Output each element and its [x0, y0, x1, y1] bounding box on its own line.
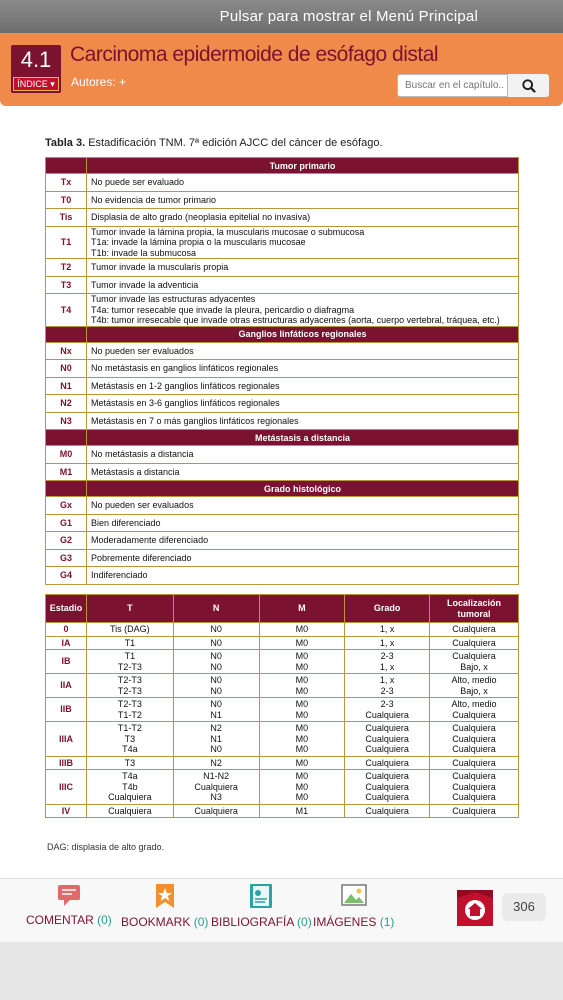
cell-m: [259, 756, 345, 770]
description-line: T4a: tumor resecable que invade la pleura, pericardio o diafragma: [91, 304, 355, 315]
table-caption: [45, 137, 383, 149]
section-title: Metástasis a distancia: [87, 430, 519, 446]
staging-header-row: [46, 595, 519, 623]
cell-line: N0: [210, 699, 222, 709]
cell-line: T1: [124, 637, 136, 648]
cell-line: Cualquiera: [365, 733, 409, 744]
row-code: T0: [46, 191, 87, 209]
cell-line: T2-T3: [117, 699, 142, 709]
row-code: G2: [46, 532, 87, 550]
main-menu-hint[interactable]: [0, 0, 563, 33]
cell-line: N1-N2: [203, 771, 230, 781]
cell-line: M0: [295, 637, 309, 648]
cell-n: [173, 804, 259, 818]
row-description: [87, 412, 519, 430]
table-row: [46, 463, 519, 481]
cell-line: Cualquiera: [452, 781, 496, 792]
bookmark-label: BOOKMARK: [121, 915, 191, 929]
cell-line: M0: [295, 685, 309, 696]
imagenes-button[interactable]: [313, 883, 394, 929]
home-icon: [457, 890, 493, 926]
cell-loc: [430, 756, 519, 770]
cell-line: N2: [210, 723, 222, 733]
bibliografia-label: BIBLIOGRAFÍA: [211, 915, 294, 929]
description-line: T1b: invade la submucosa: [91, 247, 197, 258]
page-title: Carcinoma epidermoide de esófago distal: [70, 43, 439, 66]
description-line: Tumor invade la adventicia: [91, 279, 199, 290]
cell-t: [86, 722, 173, 757]
row-description: [87, 226, 519, 259]
cell-line: N2: [210, 757, 222, 768]
cell-line: Cualquiera: [365, 771, 409, 781]
description-line: Tumor invade la lámina propia, la muscularis mucosae o submucosa: [91, 226, 365, 237]
cell-t: [86, 623, 173, 637]
cell-line: T2-T3: [117, 685, 142, 696]
row-code: Gx: [46, 497, 87, 515]
row-description: [87, 377, 519, 395]
cell-line: M0: [295, 699, 309, 709]
table-row: [46, 174, 519, 192]
description-line: Tumor invade la muscularis propia: [91, 262, 229, 272]
cell-line: N1: [210, 733, 222, 744]
cell-line: Bajo, x: [460, 685, 488, 696]
row-code: T4: [46, 294, 87, 327]
description-line: Moderadamente diferenciado: [91, 535, 209, 545]
stage-cell: 0: [46, 623, 87, 637]
stage-cell: IIB: [46, 698, 87, 722]
cell-m: [259, 636, 345, 650]
cell-loc: [430, 636, 519, 650]
cell-line: Cualquiera: [452, 757, 496, 768]
cell-line: M0: [295, 661, 309, 672]
indice-label: ÍNDICE: [17, 79, 48, 89]
comment-icon: [56, 883, 82, 907]
row-description: [87, 514, 519, 532]
row-description: [87, 463, 519, 481]
stage-cell: IIIB: [46, 756, 87, 770]
cell-g: [345, 623, 430, 637]
row-code: Nx: [46, 342, 87, 360]
cell-line: Bajo, x: [460, 661, 488, 672]
section-title: Tumor primario: [87, 158, 519, 174]
row-code: M0: [46, 446, 87, 464]
cell-loc: [430, 623, 519, 637]
row-code: T3: [46, 276, 87, 294]
cell-n: [173, 756, 259, 770]
description-line: Bien diferenciado: [91, 517, 161, 528]
cell-line: M0: [295, 624, 309, 634]
cell-t: [86, 698, 173, 722]
imagenes-count: (1): [379, 915, 395, 929]
cell-g: [345, 756, 430, 770]
section-code: G: [46, 481, 87, 497]
section-title: Ganglios linfáticos regionales: [87, 326, 519, 342]
cell-line: Cualquiera: [452, 771, 496, 781]
staging-table: [45, 594, 519, 818]
section-title: Grado histológico: [87, 481, 519, 497]
cell-line: Cualquiera: [194, 805, 238, 816]
main-menu-hint-label: Pulsar para mostrar el Menú Principal: [219, 8, 478, 25]
column-header: Grado: [345, 595, 430, 623]
cell-line: T3: [124, 733, 136, 744]
table-row: [46, 497, 519, 515]
cell-line: Cualquiera: [452, 709, 496, 720]
cell-line: N0: [210, 637, 222, 648]
column-header: T: [86, 595, 173, 623]
cell-line: T3: [124, 757, 136, 768]
cell-n: [173, 722, 259, 757]
home-button[interactable]: [457, 890, 493, 926]
cell-g: [345, 770, 430, 805]
row-description: [87, 497, 519, 515]
cell-t: [86, 650, 173, 674]
row-description: [87, 567, 519, 585]
cell-line: M0: [295, 651, 309, 661]
cell-line: N0: [210, 675, 222, 685]
cell-line: T4a: [122, 771, 138, 781]
stage-cell: IV: [46, 804, 87, 818]
cell-line: M0: [295, 781, 309, 792]
table-row: [46, 446, 519, 464]
cell-line: 1, x: [379, 637, 395, 648]
table-row: [46, 259, 519, 277]
table-row: [46, 377, 519, 395]
image-icon: [340, 883, 368, 909]
bibliografia-button[interactable]: [211, 883, 312, 929]
cell-line: 1, x: [379, 624, 395, 634]
stage-cell: IIIC: [46, 770, 87, 805]
cell-line: Cualquiera: [108, 792, 152, 802]
cell-line: Cualquiera: [452, 744, 496, 754]
cell-line: N0: [210, 624, 222, 634]
page-number: 306: [502, 893, 546, 921]
description-line: No pueden ser evaluados: [91, 500, 194, 510]
row-code: T2: [46, 259, 87, 277]
cell-line: 2-3: [380, 651, 394, 661]
row-description: [87, 259, 519, 277]
cell-line: M0: [295, 709, 309, 720]
cell-line: N3: [210, 792, 222, 802]
table-row: [46, 360, 519, 378]
description-line: Metástasis en 7 o más ganglios linfáticos regionales: [91, 415, 299, 426]
table-row: [46, 342, 519, 360]
cell-line: Cualquiera: [452, 733, 496, 744]
cell-m: [259, 770, 345, 805]
row-code: T1: [46, 226, 87, 259]
cell-line: M0: [295, 771, 309, 781]
cell-line: T1: [124, 651, 136, 661]
description-line: Tumor invade las estructuras adyacentes: [91, 294, 256, 304]
table-row: [46, 804, 519, 818]
cell-line: N1: [210, 709, 222, 720]
cell-n: [173, 770, 259, 805]
tnm-section-header: [46, 481, 519, 497]
cell-line: T1-T2: [117, 709, 142, 720]
cell-g: [345, 650, 430, 674]
table-row: [46, 412, 519, 430]
cell-g: [345, 722, 430, 757]
row-description: [87, 446, 519, 464]
description-line: Displasia de alto grado (neoplasia epitelial no invasiva): [91, 212, 311, 222]
cell-m: [259, 674, 345, 698]
description-line: Metástasis a distancia: [91, 466, 180, 477]
cell-line: M0: [295, 792, 309, 802]
stage-cell: IIA: [46, 674, 87, 698]
cell-m: [259, 804, 345, 818]
row-code: Tx: [46, 174, 87, 192]
comentar-button[interactable]: [26, 883, 112, 927]
cell-n: [173, 674, 259, 698]
row-code: G4: [46, 567, 87, 585]
row-code: Tis: [46, 209, 87, 227]
column-header: Estadio: [46, 595, 87, 623]
cell-line: Cualquiera: [194, 781, 238, 792]
row-description: [87, 209, 519, 227]
cell-loc: [430, 650, 519, 674]
cell-line: M0: [295, 723, 309, 733]
cell-n: [173, 636, 259, 650]
table-row: [46, 567, 519, 585]
table-row: [46, 276, 519, 294]
table-row: [46, 514, 519, 532]
cell-line: M0: [295, 733, 309, 744]
cell-line: N0: [210, 651, 222, 661]
column-header: Localización tumoral: [430, 595, 519, 623]
description-line: T1a: invade la lámina propia o la muscularis mucosae: [91, 237, 306, 247]
row-code: G3: [46, 549, 87, 567]
cell-line: Cualquiera: [452, 637, 496, 648]
row-description: [87, 294, 519, 327]
table-row: [46, 674, 519, 698]
cell-m: [259, 650, 345, 674]
cell-line: Cualquiera: [108, 805, 152, 816]
row-code: M1: [46, 463, 87, 481]
description-line: No pueden ser evaluados: [91, 345, 194, 356]
cell-line: M1: [295, 805, 309, 816]
cell-line: M0: [295, 675, 309, 685]
description-line: Pobremente diferenciado: [91, 552, 192, 563]
row-description: [87, 174, 519, 192]
section-code: N: [46, 326, 87, 342]
cell-g: [345, 698, 430, 722]
table-row: [46, 770, 519, 805]
tnm-section-header: [46, 158, 519, 174]
table-row: [46, 636, 519, 650]
cell-t: [86, 804, 173, 818]
cell-loc: [430, 674, 519, 698]
cell-line: Cualquiera: [365, 792, 409, 802]
row-description: [87, 342, 519, 360]
cell-line: Cualquiera: [452, 792, 496, 802]
cell-g: [345, 804, 430, 818]
indice-button[interactable]: [13, 77, 59, 91]
cell-m: [259, 722, 345, 757]
cell-n: [173, 698, 259, 722]
row-description: [87, 360, 519, 378]
description-line: Metástasis en 3-6 ganglios linfáticos regionales: [91, 398, 280, 408]
caption-text: Estadificación TNM. 7ª edición AJCC del cáncer de esófago.: [85, 137, 383, 149]
table-row: [46, 226, 519, 259]
cell-line: Cualquiera: [365, 709, 409, 720]
column-header: M: [259, 595, 345, 623]
comentar-count: (0): [97, 913, 112, 927]
cell-line: Cualquiera: [452, 723, 496, 733]
book-icon: [247, 883, 275, 909]
cell-g: [345, 636, 430, 650]
chapter-number: 4.1: [20, 47, 52, 72]
cell-line: Cualquiera: [452, 624, 496, 634]
bookmark-icon: [152, 883, 178, 909]
cell-line: 1, x: [379, 675, 395, 685]
cell-line: T4b: [122, 781, 138, 792]
chevron-down-icon: ▾: [50, 79, 55, 89]
table-row: [46, 756, 519, 770]
cell-line: M0: [295, 744, 309, 754]
cell-t: [86, 770, 173, 805]
table-row: [46, 698, 519, 722]
section-code: T: [46, 158, 87, 174]
section-code: M: [46, 430, 87, 446]
row-description: [87, 549, 519, 567]
row-code: N1: [46, 377, 87, 395]
search-icon: [522, 79, 536, 93]
cell-line: Alto, medio: [451, 675, 497, 685]
cell-n: [173, 650, 259, 674]
description-line: No metástasis en ganglios linfáticos regionales: [91, 363, 279, 373]
table-row: [46, 294, 519, 327]
authors-toggle[interactable]: Autores: +: [71, 75, 127, 89]
row-code: G1: [46, 514, 87, 532]
caption-label: Tabla 3.: [45, 137, 86, 149]
cell-n: [173, 623, 259, 637]
description-line: Metástasis en 1-2 ganglios linfáticos regionales: [91, 380, 280, 391]
description-line: No puede ser evaluado: [91, 177, 185, 187]
row-code: N0: [46, 360, 87, 378]
tnm-table: [45, 157, 519, 585]
description-line: Indiferenciado: [91, 570, 148, 580]
cell-loc: [430, 698, 519, 722]
table-row: [46, 191, 519, 209]
cell-line: T2-T3: [117, 661, 142, 672]
row-description: [87, 191, 519, 209]
cell-line: Cualquiera: [365, 744, 409, 754]
cell-line: N0: [210, 661, 222, 672]
bookmark-button[interactable]: [121, 883, 208, 929]
cell-t: [86, 674, 173, 698]
cell-line: M0: [295, 757, 309, 768]
description-line: No metástasis a distancia: [91, 449, 194, 459]
description-line: No evidencia de tumor primario: [91, 194, 217, 205]
cell-loc: [430, 722, 519, 757]
cell-line: N0: [210, 744, 222, 754]
table-row: [46, 650, 519, 674]
stage-cell: IA: [46, 636, 87, 650]
table-row: [46, 549, 519, 567]
stage-cell: IB: [46, 650, 87, 674]
tnm-section-header: [46, 430, 519, 446]
table-row: [46, 209, 519, 227]
cell-t: [86, 636, 173, 650]
row-description: [87, 276, 519, 294]
bookmark-count: (0): [193, 915, 209, 929]
cell-line: T2-T3: [117, 675, 142, 685]
cell-line: T4a: [122, 744, 138, 754]
row-description: [87, 532, 519, 550]
search-input[interactable]: [399, 76, 505, 95]
cell-line: N0: [210, 685, 222, 696]
tnm-section-header: [46, 326, 519, 342]
column-header: N: [173, 595, 259, 623]
row-description: [87, 395, 519, 413]
stage-cell: IIIA: [46, 722, 87, 757]
cell-line: T1-T2: [117, 723, 142, 733]
table-row: [46, 722, 519, 757]
cell-line: Cualquiera: [365, 805, 409, 816]
comentar-label: COMENTAR: [26, 913, 94, 927]
cell-line: 1, x: [379, 661, 395, 672]
cell-line: Cualquiera: [365, 723, 409, 733]
cell-line: 2-3: [380, 685, 394, 696]
description-line: T4b: tumor irresecable que invade otras estructuras adyacentes (aorta, cuerpo vertebral, tráquea, etc.): [91, 315, 500, 325]
imagenes-label: IMÁGENES: [313, 915, 377, 929]
cell-line: Alto, medio: [451, 699, 497, 709]
cell-line: Cualquiera: [452, 805, 496, 816]
table-row: [46, 395, 519, 413]
table-row: [46, 623, 519, 637]
cell-line: Cualquiera: [452, 651, 496, 661]
row-code: N3: [46, 412, 87, 430]
cell-line: Tis (DAG): [110, 624, 150, 634]
cell-t: [86, 756, 173, 770]
cell-line: Cualquiera: [365, 757, 409, 768]
search-button[interactable]: [507, 74, 549, 97]
cell-loc: [430, 804, 519, 818]
cell-line: Cualquiera: [365, 781, 409, 792]
cell-line: 2-3: [380, 699, 394, 709]
cell-m: [259, 623, 345, 637]
cell-loc: [430, 770, 519, 805]
table-footnote: DAG: displasia de alto grado.: [47, 842, 165, 852]
row-code: N2: [46, 395, 87, 413]
cell-g: [345, 674, 430, 698]
table-row: [46, 532, 519, 550]
cell-m: [259, 698, 345, 722]
bibliografia-count: (0): [297, 915, 312, 929]
